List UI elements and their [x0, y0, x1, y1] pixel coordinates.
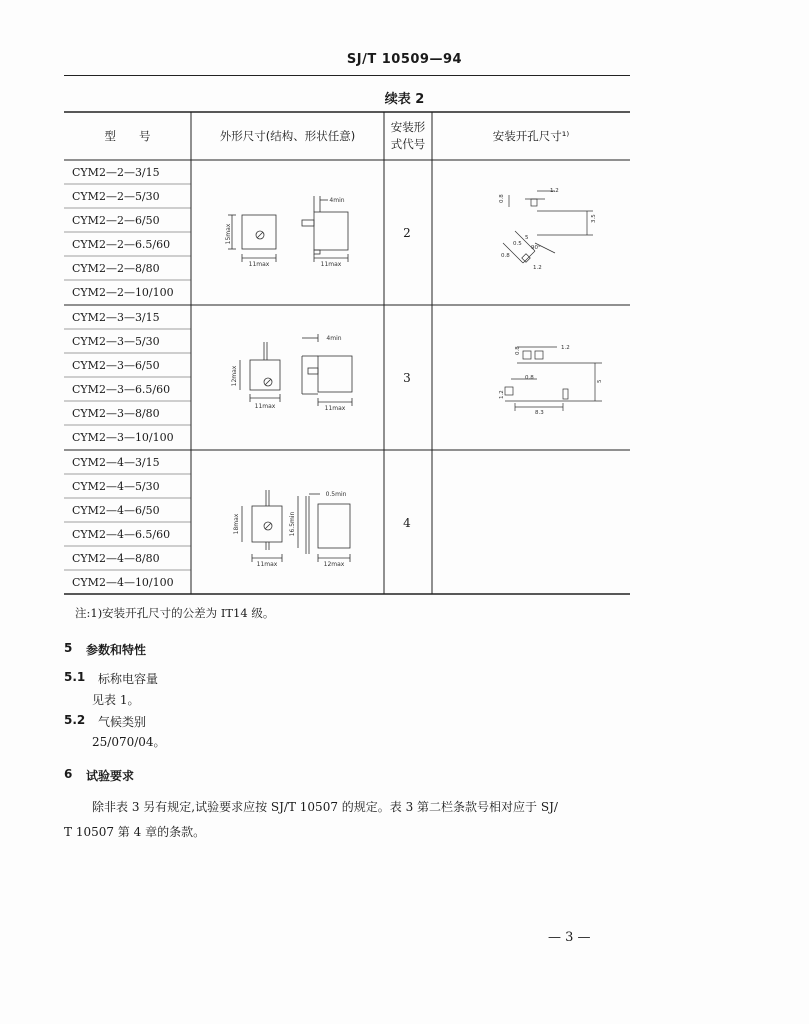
outline-drawing-type3	[222, 332, 362, 414]
hole-dim: 3.5	[591, 214, 597, 223]
hole-dim: 0.5	[513, 241, 522, 247]
dim-width: 11max	[254, 403, 276, 410]
hole-dim: 0.8	[499, 194, 505, 203]
model-cell: CYM2—2—5/30	[72, 190, 160, 203]
table-note: 注:1)安装开孔尺寸的公差为 IT14 级。	[75, 606, 275, 620]
col-header-mount-code-line2: 式代号	[390, 137, 426, 151]
model-cell: CYM2—3—6.5/60	[72, 383, 171, 396]
section-body-line1: 除非表 3 另有规定,试验要求应按 SJ/T 10507 的规定。表 3 第二栏条款号相对应于 SJ/	[92, 800, 558, 814]
dim-depth: 11max	[324, 405, 346, 412]
page-number: — 3 —	[548, 930, 591, 945]
section-body: 25/070/04。	[92, 735, 166, 749]
col-header-hole: 安装开孔尺寸¹⁾	[492, 128, 570, 143]
dim-pin-length: 16.5min	[289, 511, 296, 537]
dim-depth: 12max	[323, 561, 345, 568]
model-cell: CYM2—3—8/80	[72, 407, 160, 420]
outline-drawing-type4	[222, 478, 362, 568]
dim-pin: 4min	[329, 197, 345, 204]
dim-width: 11max	[256, 561, 278, 568]
model-cell: CYM2—3—3/15	[72, 311, 160, 324]
col-header-model: 型 号	[104, 128, 151, 143]
dim-pin-width: 0.5min	[325, 491, 347, 498]
section-body-line2: T 10507 第 4 章的条款。	[64, 825, 206, 839]
hole-dim: 5	[525, 235, 529, 241]
model-cell: CYM2—4—10/100	[72, 576, 174, 589]
section-number: 5	[64, 641, 73, 655]
hole-dim: 0.8	[525, 375, 534, 381]
model-cell: CYM2—3—6/50	[72, 359, 160, 372]
model-cell: CYM2—2—10/100	[72, 286, 174, 299]
header-rule	[64, 75, 630, 76]
model-cell: CYM2—3—10/100	[72, 431, 174, 444]
model-cell: CYM2—4—5/30	[72, 480, 160, 493]
hole-dim: 1.2	[533, 265, 542, 271]
hole-dim: 1.2	[499, 390, 505, 399]
hole-drawing-type3	[497, 335, 607, 417]
mount-code: 2	[403, 226, 411, 240]
section-number: 5.1	[64, 670, 86, 684]
section-title: 试验要求	[86, 769, 135, 783]
section-number: 6	[64, 767, 73, 781]
section-number: 5.2	[64, 713, 86, 727]
document-id: SJ/T 10509—94	[346, 52, 463, 67]
col-header-mount-code	[384, 112, 432, 160]
hole-dim: 8.3	[535, 410, 544, 416]
hole-dim: 0.8	[501, 253, 510, 259]
hole-dim: 90°	[531, 245, 541, 251]
model-cell: CYM2—4—6/50	[72, 504, 160, 517]
dim-pin: 4min	[326, 335, 342, 342]
col-header-mount-code-line1: 安装形	[390, 120, 426, 134]
outline-drawing-type2	[222, 190, 362, 270]
hole-dim: 5	[597, 379, 603, 383]
model-cell: CYM2—4—8/80	[72, 552, 160, 565]
mount-code: 3	[403, 371, 411, 385]
model-cell: CYM2—4—3/15	[72, 456, 160, 469]
dim-width: 11max	[248, 261, 270, 268]
model-cell: CYM2—2—8/80	[72, 262, 160, 275]
section-title: 气候类别	[98, 715, 147, 729]
model-cell: CYM2—2—6.5/60	[72, 238, 171, 251]
table-title: 续表 2	[384, 92, 425, 107]
hole-dim: 0.8	[515, 346, 521, 355]
dim-depth: 11max	[320, 261, 342, 268]
hole-drawing-type2	[495, 183, 605, 278]
section-title: 参数和特性	[86, 643, 147, 657]
dim-height: 18max	[233, 513, 240, 535]
model-cell: CYM2—2—3/15	[72, 166, 160, 179]
model-cell: CYM2—2—6/50	[72, 214, 160, 227]
hole-dim: 1.2	[561, 345, 570, 351]
model-cell: CYM2—3—5/30	[72, 335, 160, 348]
section-title: 标称电容量	[98, 672, 159, 686]
col-header-outline: 外形尺寸(结构、形状任意)	[219, 128, 356, 143]
section-body: 见表 1。	[92, 693, 140, 707]
dim-height: 12max	[231, 365, 238, 387]
hole-dim: 1.2	[550, 188, 559, 194]
mount-code: 4	[403, 516, 411, 530]
model-cell: CYM2—4—6.5/60	[72, 528, 171, 541]
dim-height: 15max	[225, 223, 232, 245]
